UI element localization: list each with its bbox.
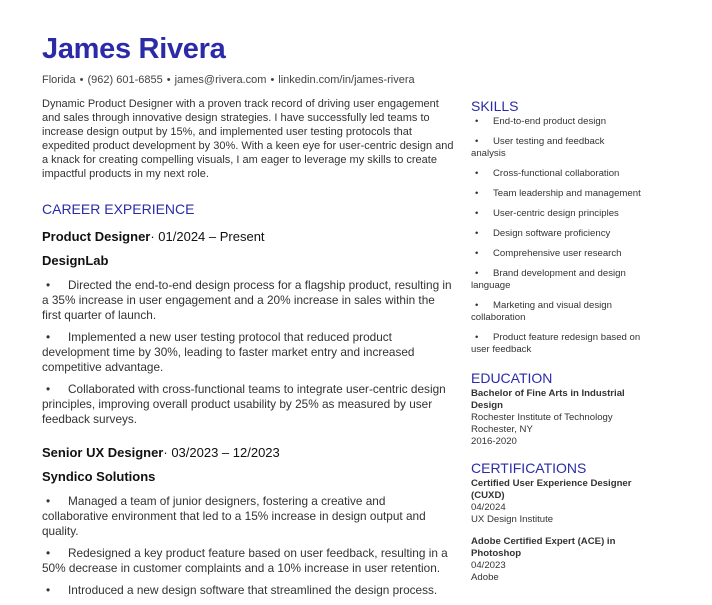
bullet-icon: • xyxy=(475,168,479,179)
school-location: Rochester, NY xyxy=(471,424,533,435)
email-link[interactable]: james@rivera.com xyxy=(174,74,267,86)
skills-list xyxy=(471,116,641,356)
bullet-icon: • xyxy=(475,208,479,219)
bullet-item: • Collaborated with cross-functional teams to integrate user-centric design principles, improving overall product usability by 25% as measured by user feedback surveys. xyxy=(42,382,446,426)
bullet-icon: • xyxy=(46,494,51,508)
cert-date: 04/2023 xyxy=(471,560,506,571)
cert-issuer: Adobe xyxy=(471,572,499,583)
phone: (962) 601-6855 xyxy=(87,74,163,86)
section-title-experience: CAREER EXPERIENCE xyxy=(42,201,195,217)
job-dates: · 01/2024 – Present xyxy=(150,229,265,244)
degree: Bachelor of Fine Arts in Industrial Design xyxy=(471,388,625,411)
skill-item: • User testing and feedback analysis xyxy=(471,136,605,159)
section-title-skills: SKILLS xyxy=(471,98,519,114)
school: Rochester Institute of Technology xyxy=(471,412,613,423)
skill-item: • Marketing and visual design collaboration xyxy=(471,300,612,323)
certification-entry xyxy=(471,536,641,584)
bullet-icon: • xyxy=(475,248,479,259)
job-bullets xyxy=(42,278,454,427)
skill-item: • Design software proficiency xyxy=(471,228,641,240)
bullet-item: • Redesigned a key product feature based on user feedback, resulting in a 50% decrease in customer complaints and a 10% increase in user retention. xyxy=(42,546,448,575)
bullet-item: • Directed the end-to-end design process for a flagship product, resulting in a 35% increase in user engagement and a 20% increase in sales within the first quarter of launch. xyxy=(42,278,452,322)
linkedin-link[interactable]: linkedin.com/in/james-rivera xyxy=(278,74,415,86)
bullet-icon: • xyxy=(46,278,51,292)
job-role: Product Designer xyxy=(42,229,151,244)
skill-item: • Comprehensive user research xyxy=(471,248,641,260)
separator: • xyxy=(79,74,84,86)
bullet-icon: • xyxy=(46,546,51,560)
contact-line xyxy=(42,74,415,86)
skill-item: • Product feature redesign based on user feedback xyxy=(471,332,641,355)
job-company: DesignLab xyxy=(42,253,109,268)
skill-item: • End-to-end product design xyxy=(471,116,641,128)
summary: Dynamic Product Designer with a proven track record of driving user engagement and sales through innovative design strategies. I have successfully led teams to increase design output by 15%, and implemented user testing protocols that expedited product development by 30%. With a keen eye for user-centric design and a knack for creating compelling visuals, I am eager to leverage my skills to create impactful products in my next role. xyxy=(42,98,454,180)
skill-item: • User-centric design principles xyxy=(471,208,641,220)
bullet-icon: • xyxy=(475,300,479,311)
bullet-icon: • xyxy=(46,583,51,597)
job-bullets xyxy=(42,494,454,598)
cert-date: 04/2024 xyxy=(471,502,506,513)
location: Florida xyxy=(42,74,76,86)
bullet-item: • Managed a team of junior designers, fostering a creative and collaborative environment that led to a 15% increase in design output and quality. xyxy=(42,494,426,538)
job-entry xyxy=(42,229,454,427)
bullet-icon: • xyxy=(475,268,479,279)
education-entry xyxy=(471,388,641,448)
cert-name: Certified User Experience Designer (CUXD) xyxy=(471,478,632,501)
separator: • xyxy=(270,74,275,86)
cert-issuer: UX Design Institute xyxy=(471,514,554,525)
education-section xyxy=(471,370,641,448)
cert-name: Adobe Certified Expert (ACE) in Photoshop xyxy=(471,536,616,559)
certification-entry xyxy=(471,478,641,526)
bullet-icon: • xyxy=(46,330,51,344)
bullet-icon: • xyxy=(475,188,479,199)
bullet-item: • Implemented a new user testing protocol that reduced product development time by 30%, leading to faster market entry and increased competitive advantage. xyxy=(42,330,415,374)
sidebar xyxy=(471,98,641,594)
job-role: Senior UX Designer xyxy=(42,445,164,460)
skill-item: • Cross-functional collaboration xyxy=(471,168,641,180)
job-company: Syndico Solutions xyxy=(42,469,156,484)
bullet-item: • Introduced a new design software that streamlined the design process. xyxy=(42,583,454,598)
job-header xyxy=(42,229,454,244)
bullet-icon: • xyxy=(475,228,479,239)
bullet-icon: • xyxy=(475,136,479,147)
candidate-name: James Rivera xyxy=(42,33,226,65)
job-header xyxy=(42,445,454,460)
education-years: 2016-2020 xyxy=(471,436,517,447)
section-title-certifications: CERTIFICATIONS xyxy=(471,460,587,476)
certifications-section xyxy=(471,460,641,584)
job-entry xyxy=(42,445,454,598)
bullet-icon: • xyxy=(46,382,51,396)
bullet-icon: • xyxy=(475,116,479,127)
separator: • xyxy=(166,74,171,86)
bullet-icon: • xyxy=(475,332,479,343)
skill-item: • Brand development and design language xyxy=(471,268,626,291)
section-title-education: EDUCATION xyxy=(471,370,553,386)
career-experience-section xyxy=(42,201,454,605)
skill-item: • Team leadership and management xyxy=(471,188,641,200)
job-dates: · 03/2023 – 12/2023 xyxy=(163,445,280,460)
